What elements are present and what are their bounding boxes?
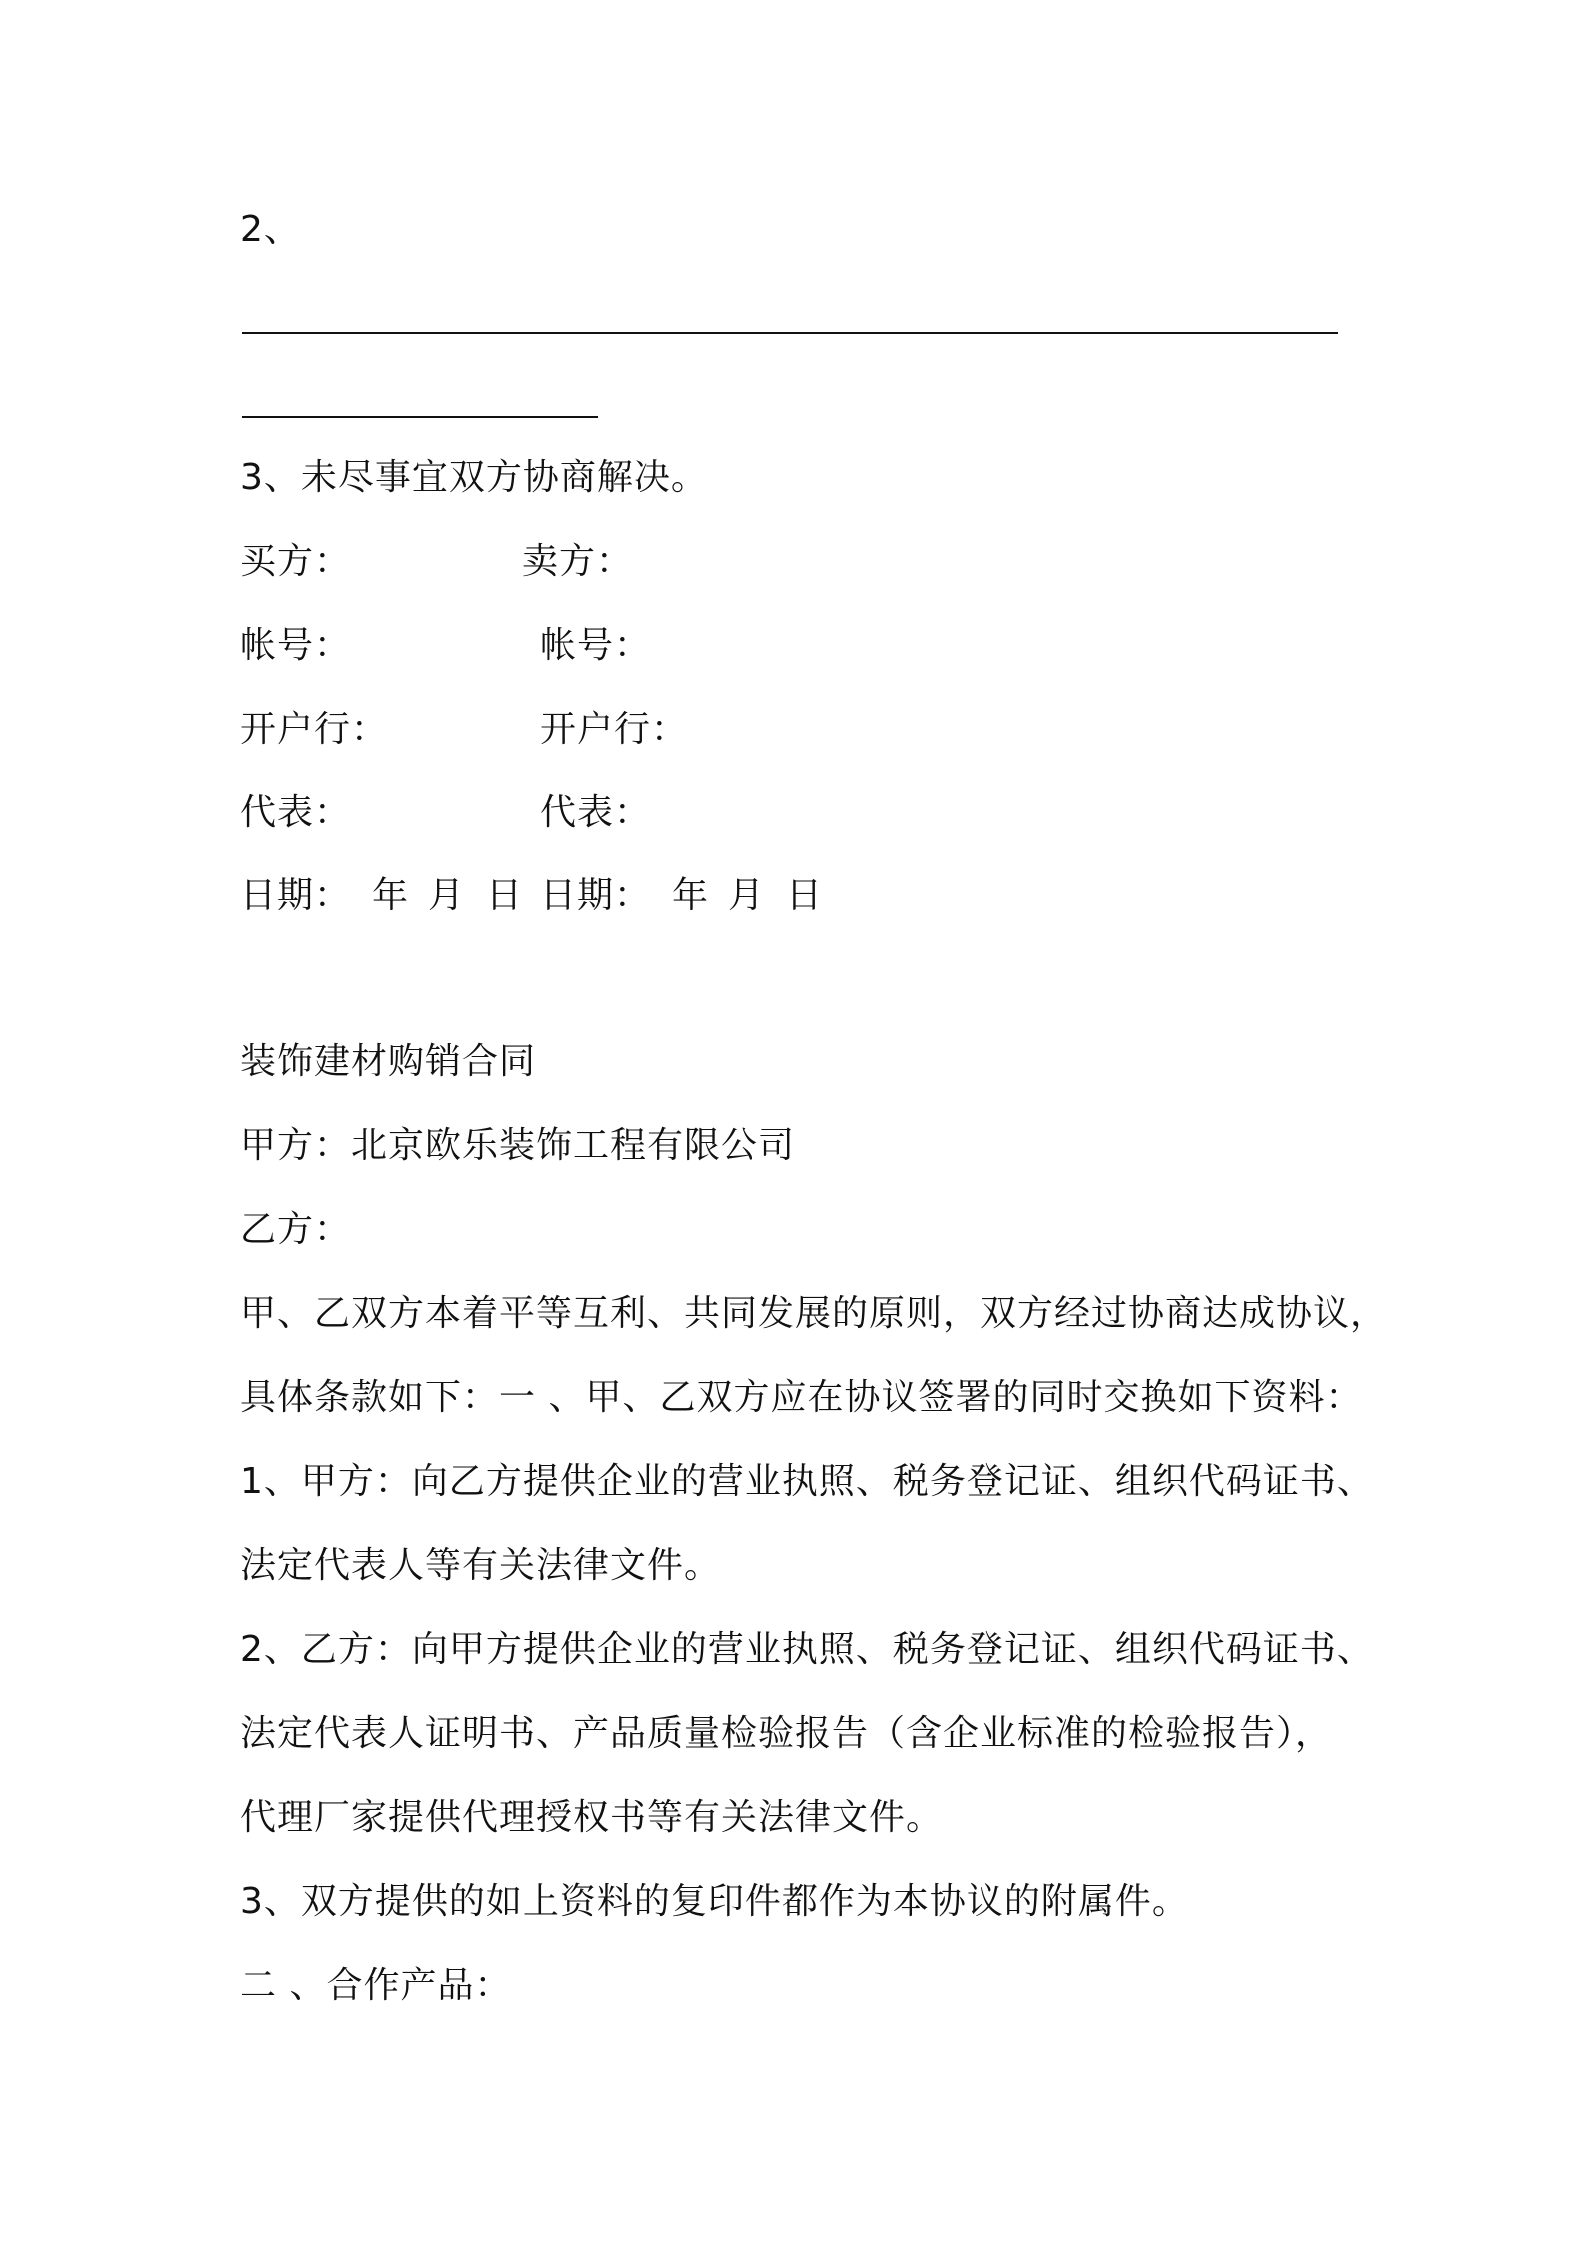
date-month-left: 月 <box>428 875 466 916</box>
date-label-left: 日期： <box>240 875 352 916</box>
clause-3: 3、未尽事宜双方协商解决。 <box>240 457 708 498</box>
date-day-right: 日 <box>786 875 824 916</box>
bank-label-right: 开户行： <box>540 709 689 750</box>
bank-label-left: 开户行： <box>240 709 389 750</box>
item-2-line-3: 代理厂家提供代理授权书等有关法律文件。 <box>240 1797 944 1838</box>
clause-2-number: 2、 <box>240 209 301 250</box>
intro-line-1: 甲、乙双方本着平等互利、共同发展的原则，双方经过协商达成协议， <box>240 1293 1388 1334</box>
rep-label-left: 代表： <box>240 792 352 833</box>
section-2-heading: 二 、合作产品： <box>240 1965 512 2006</box>
date-year-left: 年 <box>372 875 410 916</box>
contract-title: 装饰建材购销合同 <box>240 1041 537 1082</box>
item-2-line-2: 法定代表人证明书、产品质量检验报告（含企业标准的检验报告）， <box>240 1713 1333 1754</box>
rep-label-right: 代表： <box>540 792 652 833</box>
date-month-right: 月 <box>728 875 766 916</box>
blank-line-short <box>242 416 598 418</box>
date-label-right: 日期： <box>540 875 652 916</box>
item-1-line-1: 1、甲方：向乙方提供企业的营业执照、税务登记证、组织代码证书、 <box>240 1461 1374 1502</box>
account-label-right: 帐号： <box>540 625 652 666</box>
date-day-left: 日 <box>486 875 524 916</box>
date-year-right: 年 <box>672 875 710 916</box>
item-2-line-1: 2、乙方：向甲方提供企业的营业执照、税务登记证、组织代码证书、 <box>240 1629 1374 1670</box>
intro-line-2: 具体条款如下：一 、甲、乙双方应在协议签署的同时交换如下资料： <box>240 1377 1363 1418</box>
buyer-label: 买方： <box>240 541 352 582</box>
item-3: 3、双方提供的如上资料的复印件都作为本协议的附属件。 <box>240 1881 1189 1922</box>
account-label-left: 帐号： <box>240 625 352 666</box>
blank-line-long <box>242 332 1338 334</box>
party-b: 乙方： <box>240 1209 352 1250</box>
seller-label: 卖方： <box>522 541 634 582</box>
party-a: 甲方：北京欧乐装饰工程有限公司 <box>240 1125 796 1166</box>
item-1-line-2: 法定代表人等有关法律文件。 <box>240 1545 722 1586</box>
